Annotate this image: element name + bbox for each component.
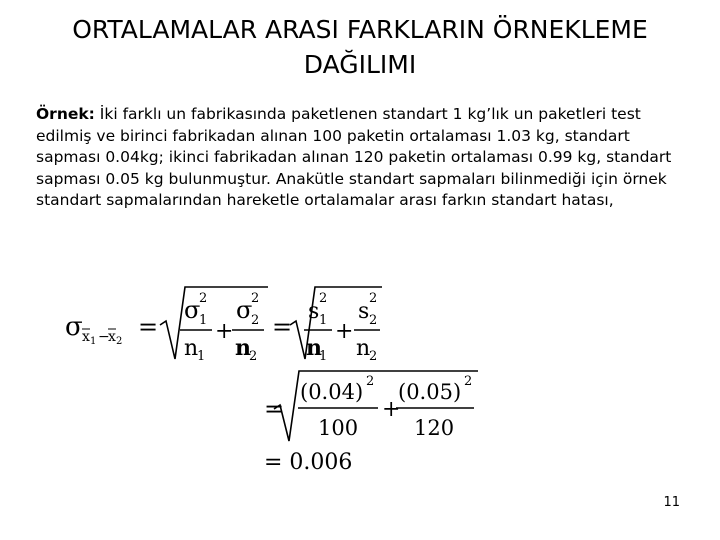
- frac4-s: s: [358, 299, 370, 324]
- frac5-sq: 2: [366, 374, 375, 389]
- frac2-n-sub: 2: [249, 349, 258, 364]
- formula-sigma: σ: [65, 312, 83, 342]
- formula-equals-2: =: [272, 313, 293, 341]
- example-label: Örnek:: [36, 105, 95, 123]
- frac1-sub: 1: [199, 313, 208, 328]
- example-text: İki farklı un fabrikasında paketlenen standart 1 kg’lık un paketleri test edilmiş ve birinci fabrikadan alınan 100 paketin ortalaması 1.03 kg, standart sapması 0.04kg; ikinci fabrikadan alınan 120 paketin ortalaması 0.99 kg, standart sapması 0.05 kg bulunmuştur. Anakütle standart sapmaları bilinmediği için örnek standart sapmalarından hareketle ortalamalar arası farkın standart hatası,: [36, 105, 672, 209]
- frac6-den: 120: [414, 416, 455, 440]
- formula-sub-2: 2: [116, 336, 123, 347]
- frac3-n: n: [306, 335, 322, 361]
- frac6-num: (0.05): [398, 380, 462, 404]
- frac1-sq: 2: [199, 291, 208, 306]
- frac1-n-sub: 1: [197, 349, 206, 364]
- frac2-sub: 2: [251, 313, 260, 328]
- slide-title: [20, 12, 700, 82]
- frac5-den: 100: [318, 416, 359, 440]
- frac1-sigma: σ: [184, 296, 201, 324]
- formula-graphic: [60, 275, 490, 485]
- formula-sub-x2: x: [108, 329, 116, 345]
- frac6-sq: 2: [464, 374, 473, 389]
- frac4-sq: 2: [369, 291, 378, 306]
- slide-title-line-1: ORTALAMALAR ARASI FARKLARIN ÖRNEKLEME: [72, 15, 648, 44]
- formula-sub-x1: x: [82, 329, 90, 345]
- frac3-sub: 1: [319, 313, 328, 328]
- formula-plus-2: +: [335, 319, 354, 344]
- frac4-n-sub: 2: [369, 349, 378, 364]
- frac2-n: n: [235, 335, 251, 361]
- slide-title-line-2: DAĞILIMI: [303, 50, 417, 79]
- formula-sub-minus: −: [98, 329, 110, 345]
- frac3-s: s: [308, 299, 320, 324]
- frac2-sq: 2: [251, 291, 260, 306]
- frac5-num: (0.04): [300, 380, 364, 404]
- example-paragraph: [36, 104, 686, 212]
- formula-equals-1: =: [138, 313, 159, 341]
- frac3-n-sub: 1: [319, 349, 328, 364]
- formula-plus-3: +: [382, 397, 401, 422]
- standard-error-formula: [60, 275, 490, 485]
- frac1-n: n: [184, 336, 199, 361]
- formula-sub-1: 1: [90, 336, 97, 347]
- formula-result: = 0.006: [264, 450, 353, 475]
- frac4-sub: 2: [369, 313, 378, 328]
- frac4-n: n: [356, 336, 371, 361]
- page-number: 11: [663, 495, 680, 510]
- formula-plus-1: +: [215, 319, 234, 344]
- formula-equals-3: =: [264, 395, 285, 423]
- frac2-sigma: σ: [236, 296, 253, 324]
- frac3-sq: 2: [319, 291, 328, 306]
